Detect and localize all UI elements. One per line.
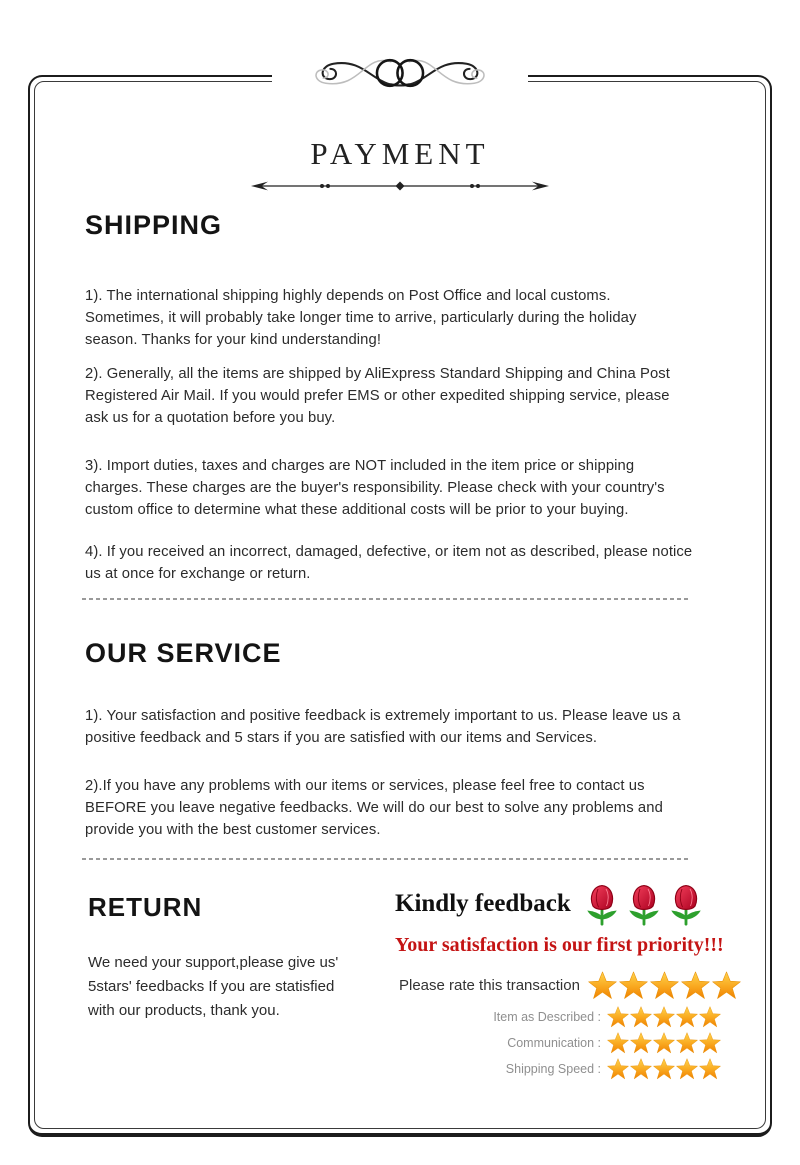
rating-stars-small [607,1032,725,1054]
rate-transaction-label: Please rate this transaction [399,977,580,994]
section-divider [82,858,688,860]
star-icon [630,1032,652,1054]
rating-label: Communication : [507,1036,601,1050]
page-title: PAYMENT [310,136,490,171]
star-icon [619,971,648,1000]
star-icon [588,971,617,1000]
shipping-paragraph-2: 2). Generally, all the items are shipped by AliExpress Standard Shipping and China Post Registered Air Mail. If you would prefer EMS or other expedited shipping service, please ask us for a quotation before you buy. [85,365,671,426]
shipping-heading: SHIPPING [85,210,223,240]
star-icon [630,1006,652,1028]
star-icon [653,1006,675,1028]
rose-icon [585,882,619,930]
shipping-paragraph-4: 4). If you received an incorrect, damaged, defective, or item not as described, please notice us at once for exchange or return. [85,543,693,582]
rating-label: Item as Described : [493,1010,601,1024]
rating-label: Shipping Speed : [505,1062,601,1076]
service-heading: OUR SERVICE [85,638,282,668]
rose-icons [585,882,703,930]
star-icon [676,1058,698,1080]
star-icon [630,1058,652,1080]
star-icon [607,1058,629,1080]
star-icon [712,971,741,1000]
star-icon [653,1032,675,1054]
star-icon [676,1006,698,1028]
star-icon [653,1058,675,1080]
star-icon [699,1032,721,1054]
star-icon [607,1032,629,1054]
service-paragraph-1: 1). Your satisfaction and positive feedback is extremely important to us. Please leave us a positive feedback and 5 stars if you are satisfied with our items and Services. [85,707,681,746]
rating-rows [395,1006,725,1080]
star-icon [699,1006,721,1028]
feedback-title: Kindly feedback [395,890,571,917]
section-divider [82,598,688,600]
feedback-block [395,882,755,1080]
arrow-divider-icon [250,178,550,194]
priority-line: Your satisfaction is our first priority!!! [395,934,724,956]
flourish-ornament [272,40,528,106]
return-text: We need your support,please give us' 5stars' feedbacks If you are statisfied with our products, thank you. [88,954,339,1019]
rose-icon [669,882,703,930]
star-icon [681,971,710,1000]
star-icon [676,1032,698,1054]
star-icon [607,1006,629,1028]
service-paragraph-2: 2).If you have any problems with our items or services, please feel free to contact us BEFORE you leave negative feedbacks. We will do our best to solve any problems and provide you with the best customer services. [85,777,663,838]
shipping-paragraph-3: 3). Import duties, taxes and charges are NOT included in the item price or shipping charges. These charges are the buyer's responsibility. Please check with your country's custom office to determine what these additional costs will be prior to your buying. [85,457,665,518]
rating-row-communication [395,1032,725,1054]
return-heading: RETURN [88,892,203,922]
rating-stars-large [588,971,741,1000]
rating-row-shipping-speed [395,1058,725,1080]
rose-icon [627,882,661,930]
star-icon [650,971,679,1000]
rating-stars-small [607,1006,725,1028]
star-icon [699,1058,721,1080]
shipping-paragraph-1: 1). The international shipping highly depends on Post Office and local customs. Sometimes, it will probably take longer time to arrive, particularly during the holiday season. Thanks for your kind understanding! [85,287,637,348]
flourish-icon [272,41,528,105]
rating-row-item-described [395,1006,725,1028]
rating-stars-small [607,1058,725,1080]
